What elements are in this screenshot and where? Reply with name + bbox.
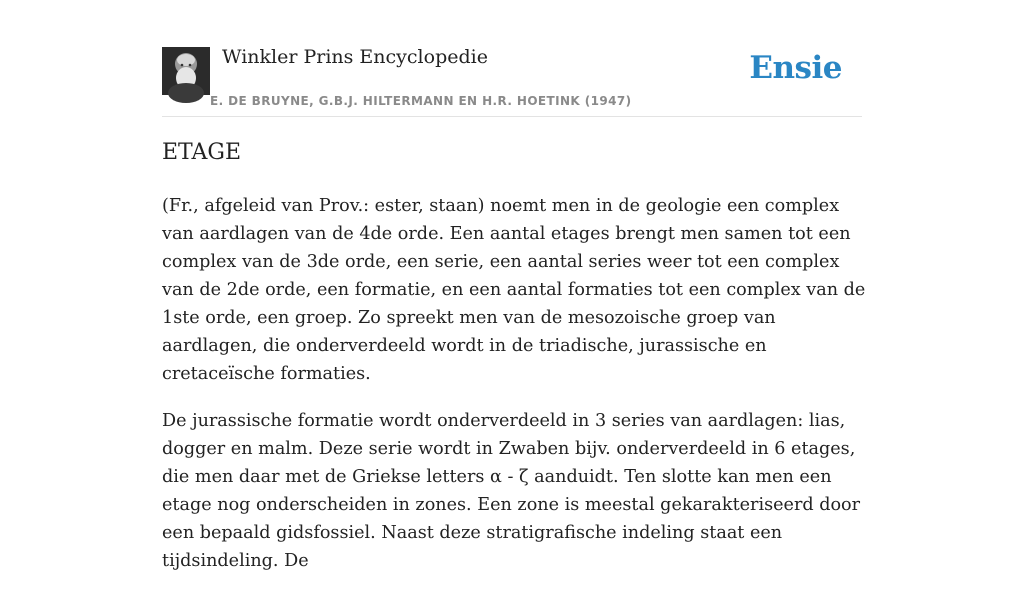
author-avatar [162,47,210,95]
article-title: ETAGE [162,140,242,165]
site-title[interactable]: Winkler Prins Encyclopedie [222,46,488,68]
author-byline: E. DE BRUYNE, G.B.J. HILTERMANN EN H.R. HOETINK (1947) [210,94,632,108]
article-paragraph: (Fr., afgeleid van Prov.: ester, staan) noemt men in de geologie een complex van aardlagen van de 4de orde. Een aantal etages brengt men samen tot een complex van de 3de orde, een serie, een aantal series weer tot een complex van de 2de orde, een formatie, en een aantal formaties tot een complex van de 1ste orde, een groep. Zo spreekt men van de mesozoische groep van aardlagen, die onderverdeeld wordt in de triadische, jurassische en cretaceïsche formaties. [162,196,866,384]
article-body [162,192,866,594]
article-paragraph: De jurassische formatie wordt onderverdeeld in 3 series van aardlagen: lias, dogger en malm. Deze serie wordt in Zwaben bijv. onderverdeeld in 6 etages, die men daar met de Griekse letters α - ζ aanduidt. Ten slotte kan men een etage nog onderscheiden in zones. Een zone is meestal gekarakteriseerd door een bepaald gidsfossiel. Naast deze stratigrafische indeling staat een tijdsindeling. De [162,411,861,571]
site-header [162,40,862,117]
brand-logo[interactable]: Ensie [749,50,842,86]
